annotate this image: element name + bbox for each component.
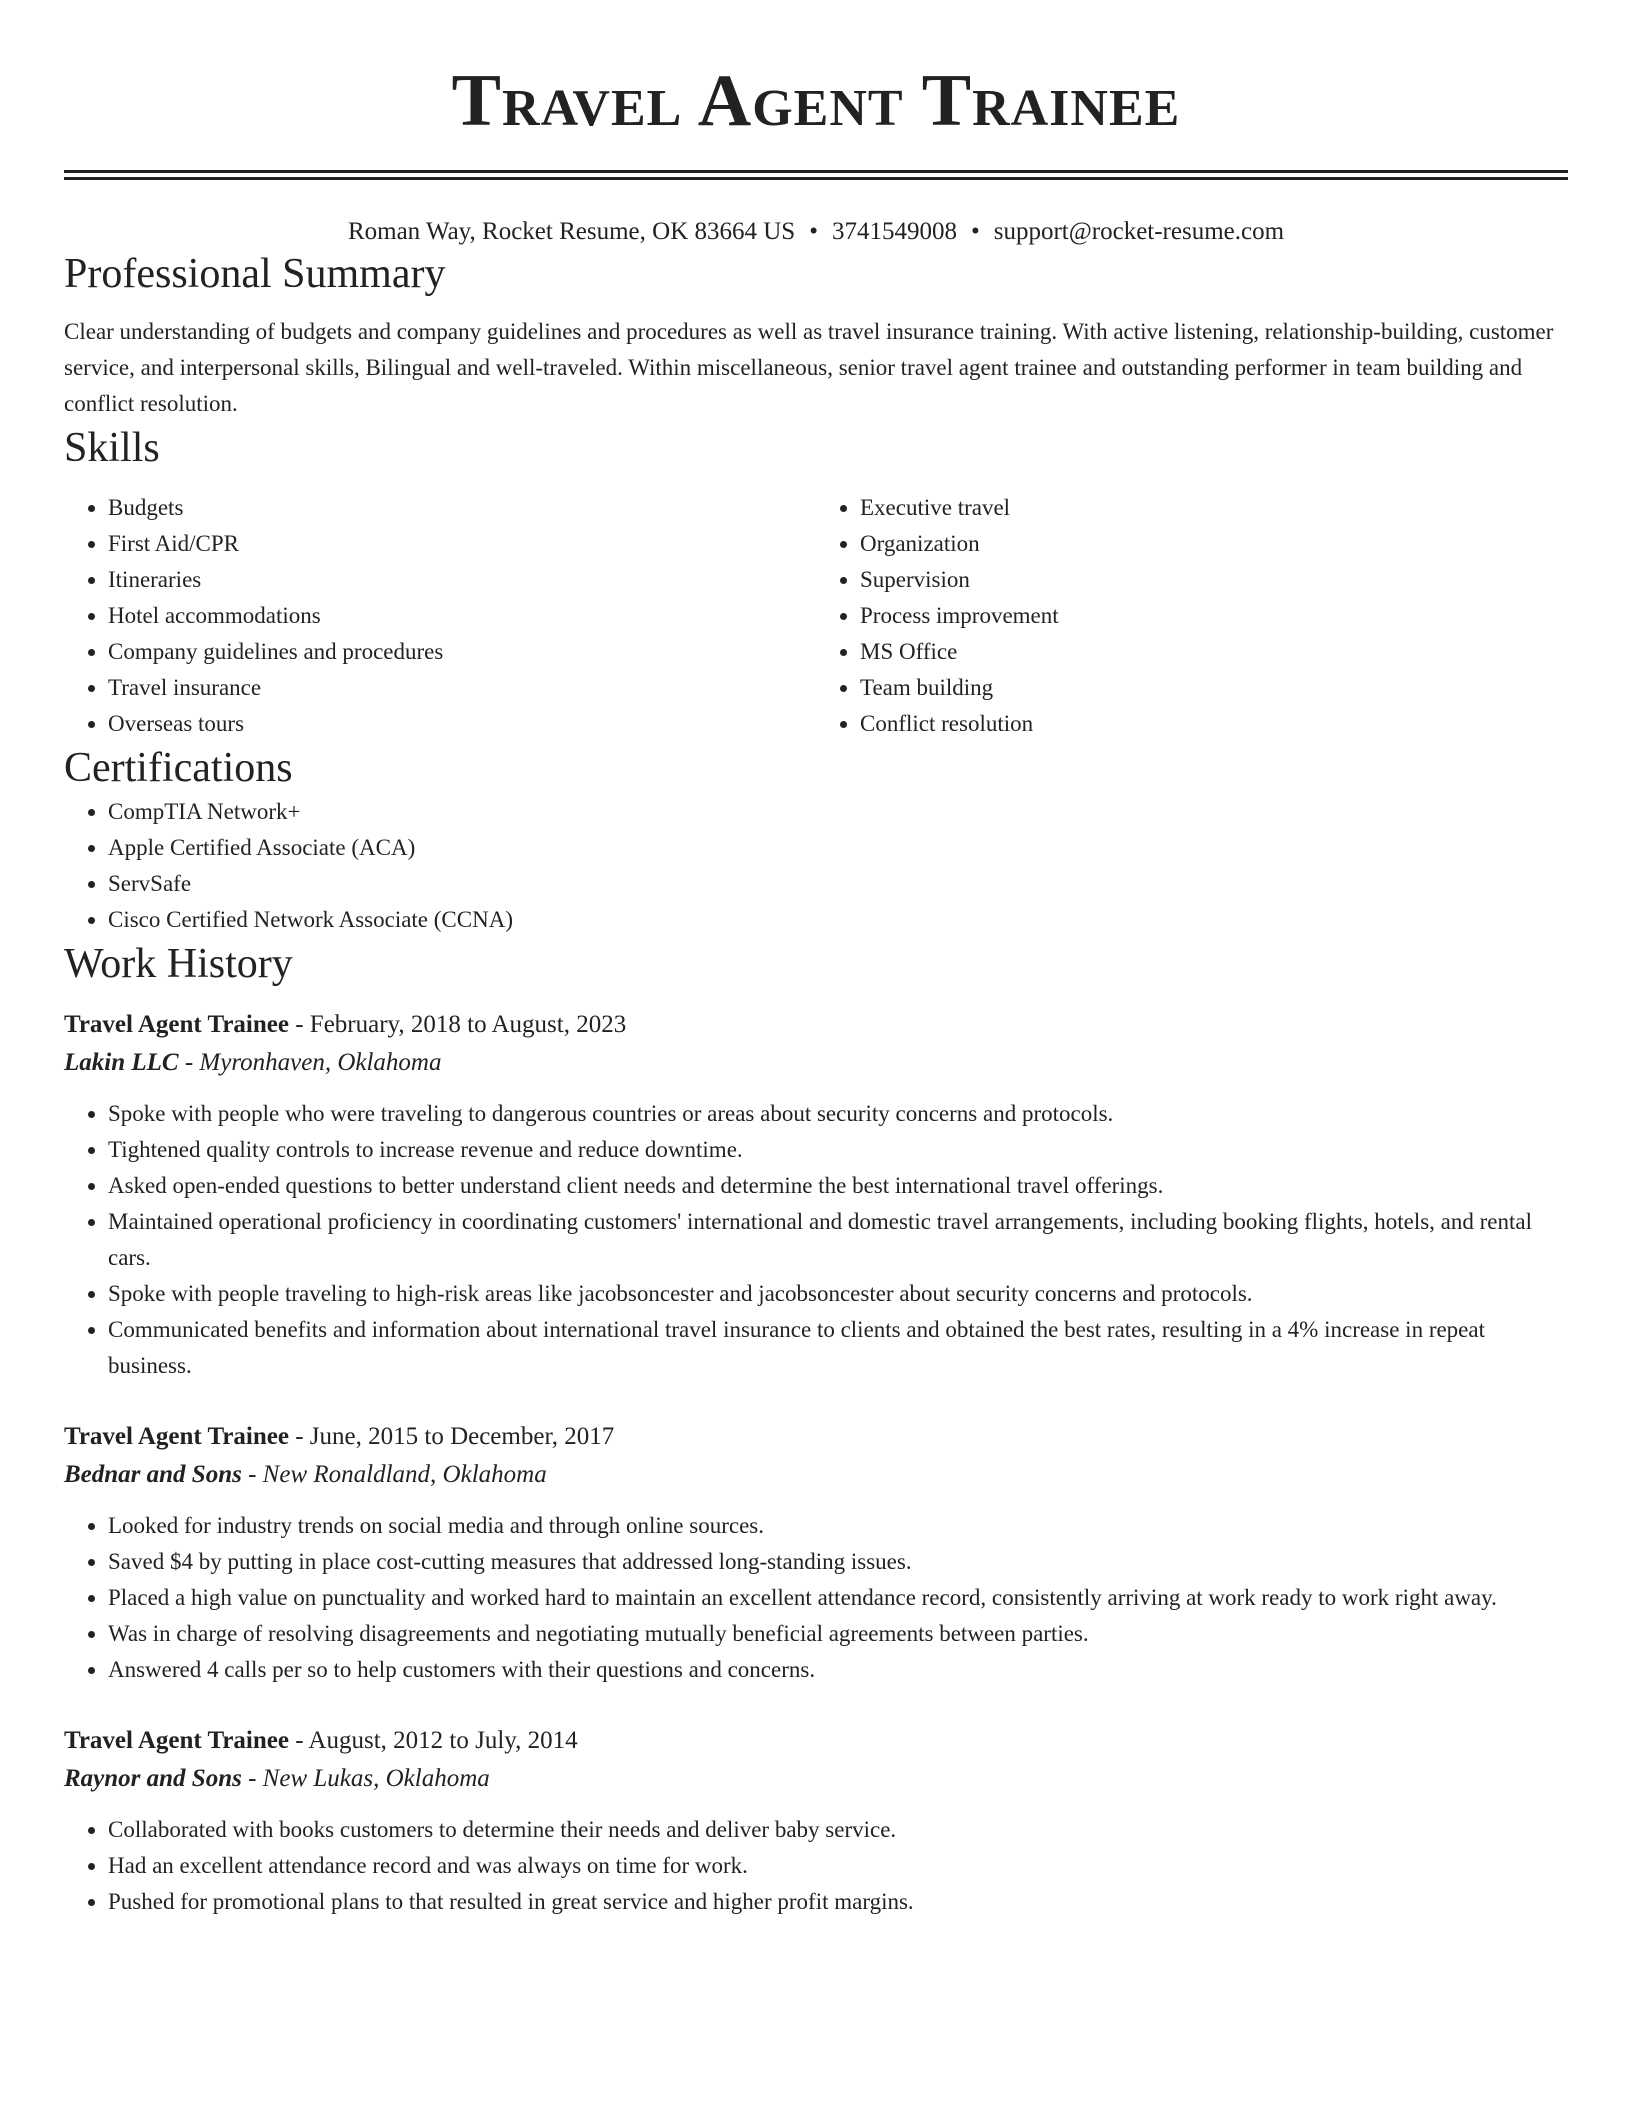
- certifications-list: [64, 794, 1568, 938]
- job-company-line: [64, 1044, 1568, 1082]
- skill-item: • Supervision: [860, 562, 1568, 598]
- job-bullet: • Communicated benefits and information about international travel insurance to clients and obtained the best rates, resulting in a 4% increase in repeat business.: [108, 1312, 1568, 1384]
- job-bullet: • Saved $4 by putting in place cost-cutting measures that addressed long-standing issues.: [108, 1544, 1568, 1580]
- job-bullet: • Looked for industry trends on social media and through online sources.: [108, 1508, 1568, 1544]
- job-entry: [64, 1722, 1568, 1920]
- skill-item: • Hotel accommodations: [108, 598, 816, 634]
- contact-address: Roman Way, Rocket Resume, OK 83664 US: [347, 218, 796, 245]
- job-company: Raynor and Sons: [64, 1765, 242, 1792]
- job-bullet: • Placed a high value on punctuality and worked hard to maintain an excellent attendance record, consistently arriving at work ready to work right away.: [108, 1580, 1568, 1616]
- skills-list-right: [816, 490, 1568, 742]
- job-bullets: [64, 1096, 1568, 1384]
- skill-item: • Itineraries: [108, 562, 816, 598]
- contact-separator: •: [809, 218, 818, 245]
- job-role: Travel Agent Trainee: [64, 1423, 289, 1450]
- skill-item: • Conflict resolution: [860, 706, 1568, 742]
- summary-heading: Professional Summary: [64, 251, 446, 297]
- skills-list-left: [64, 490, 816, 742]
- job-location: - New Ronaldland, Oklahoma: [241, 1461, 547, 1488]
- job-company-line: [64, 1456, 1568, 1494]
- skill-item: • Organization: [860, 526, 1568, 562]
- job-role: Travel Agent Trainee: [64, 1727, 289, 1754]
- certification-item: • Apple Certified Associate (ACA): [108, 830, 1568, 866]
- skill-item: • Overseas tours: [108, 706, 816, 742]
- job-company: Lakin LLC: [64, 1049, 179, 1076]
- job-bullet: • Pushed for promotional plans to that resulted in great service and higher profit margins.: [108, 1884, 1568, 1920]
- job-company: Bednar and Sons: [64, 1461, 242, 1488]
- resume-title: Travel Agent Trainee: [451, 60, 1181, 142]
- job-bullet: • Maintained operational proficiency in coordinating customers' international and domestic travel arrangements, including booking flights, hotels, and rental cars.: [108, 1204, 1568, 1276]
- job-bullet: • Spoke with people traveling to high-risk areas like jacobsoncester and jacobsoncester about security concerns and protocols.: [108, 1276, 1568, 1312]
- job-location: - New Lukas, Oklahoma: [241, 1765, 490, 1792]
- job-bullet: • Spoke with people who were traveling to dangerous countries or areas about security concerns and protocols.: [108, 1096, 1568, 1132]
- job-title-line: [64, 1006, 1568, 1044]
- skill-item: • Company guidelines and procedures: [108, 634, 816, 670]
- job-bullet: • Was in charge of resolving disagreements and negotiating mutually beneficial agreements between parties.: [108, 1616, 1568, 1652]
- skill-item: • Executive travel: [860, 490, 1568, 526]
- contact-line: [64, 216, 1568, 248]
- job-bullet: • Had an excellent attendance record and was always on time for work.: [108, 1848, 1568, 1884]
- skill-item: • Process improvement: [860, 598, 1568, 634]
- skill-item: • First Aid/CPR: [108, 526, 816, 562]
- contact-email: support@rocket-resume.com: [993, 218, 1285, 245]
- work-history-heading: Work History: [64, 941, 293, 987]
- certifications-heading: Certifications: [64, 745, 293, 791]
- job-bullet: • Tightened quality controls to increase revenue and reduce downtime.: [108, 1132, 1568, 1168]
- job-bullet: • Collaborated with books customers to determine their needs and deliver baby service.: [108, 1812, 1568, 1848]
- skills-heading: Skills: [64, 425, 160, 471]
- job-dates: - June, 2015 to December, 2017: [288, 1423, 615, 1450]
- job-title-line: [64, 1418, 1568, 1456]
- job-dates: - February, 2018 to August, 2023: [288, 1011, 627, 1038]
- skill-item: • Team building: [860, 670, 1568, 706]
- job-company-line: [64, 1760, 1568, 1798]
- skills-columns: [64, 490, 1568, 742]
- contact-separator: •: [970, 218, 980, 245]
- job-bullets: [64, 1508, 1568, 1688]
- title-divider: [64, 170, 1568, 180]
- job-entry: [64, 1418, 1568, 1688]
- job-role: Travel Agent Trainee: [64, 1011, 289, 1038]
- job-title-line: [64, 1722, 1568, 1760]
- skill-item: • MS Office: [860, 634, 1568, 670]
- job-bullet: • Asked open-ended questions to better understand client needs and determine the best international travel offerings.: [108, 1168, 1568, 1204]
- job-location: - Myronhaven, Oklahoma: [178, 1049, 442, 1076]
- skill-item: • Travel insurance: [108, 670, 816, 706]
- job-dates: - August, 2012 to July, 2014: [288, 1727, 578, 1754]
- contact-phone: 3741549008: [831, 218, 957, 245]
- certification-item: • CompTIA Network+: [108, 794, 1568, 830]
- skill-item: • Budgets: [108, 490, 816, 526]
- summary-text: Clear understanding of budgets and company guidelines and procedures as well as travel insurance training. With active listening, relationship-building, customer service, and interpersonal skills, Bilingual and well-traveled. Within miscellaneous, senior travel agent trainee and outstanding performer in team building and conflict resolution.: [64, 319, 1554, 416]
- job-entry: [64, 1006, 1568, 1384]
- job-bullet: • Answered 4 calls per so to help customers with their questions and concerns.: [108, 1652, 1568, 1688]
- certification-item: • ServSafe: [108, 866, 1568, 902]
- job-bullets: [64, 1812, 1568, 1920]
- certification-item: • Cisco Certified Network Associate (CCNA): [108, 902, 1568, 938]
